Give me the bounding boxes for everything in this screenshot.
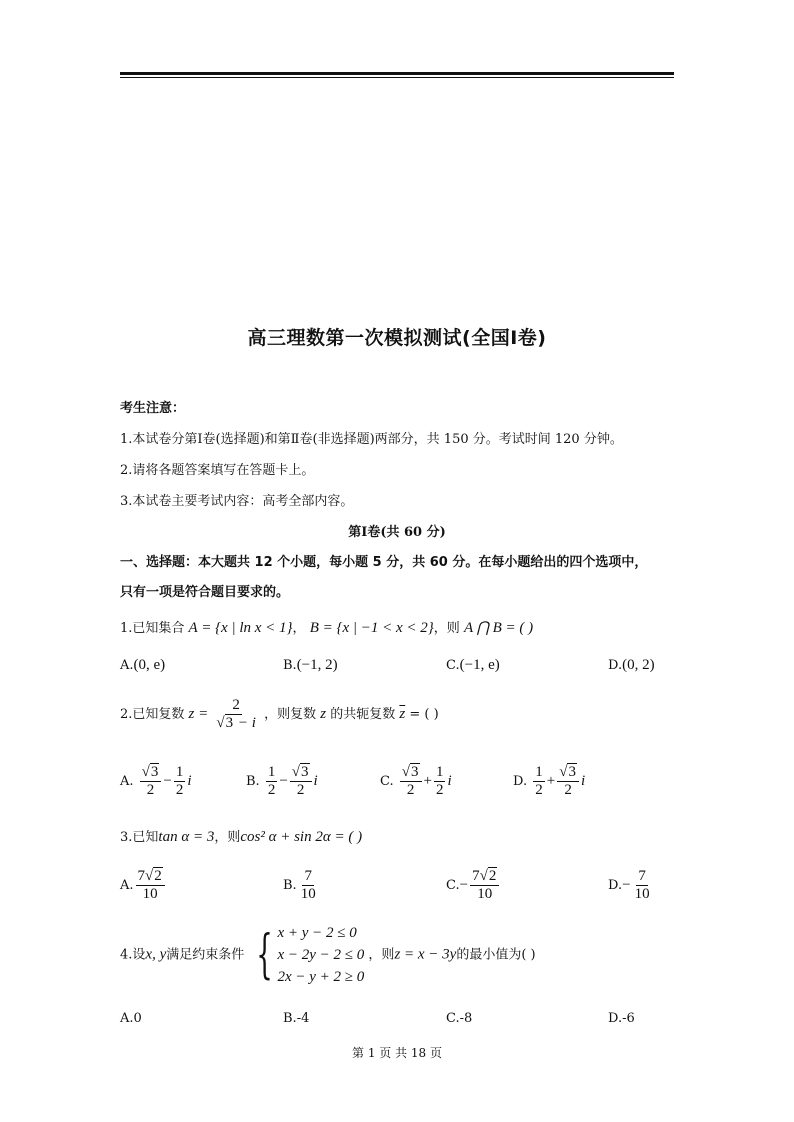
q4-option-a: A.0 (120, 1011, 142, 1026)
q2-den-rest: − i (237, 715, 256, 731)
q3-option-a: A. $\frac{7√2}{10}$ (120, 868, 167, 903)
q3-mid: ，则 (214, 830, 241, 845)
exam-title: 高三理数第一次模拟测试(全国Ⅰ卷) (247, 327, 547, 349)
q1-expr: A ⋂ B = ( ) (463, 620, 534, 636)
question-3-stem (120, 826, 362, 846)
notice-item-1: 1.本试卷分第Ⅰ卷(选择题)和第Ⅱ卷(非选择题)两部分，共 150 分。考试时间 120 分钟。 (120, 432, 623, 447)
section-title: 第Ⅰ卷(共 60 分) (348, 525, 446, 540)
notice-item-2: 2.请将各题答案填写在答题卡上。 (120, 463, 315, 478)
q4-mid: 满足约束条件 (166, 947, 245, 963)
q4-constraint-3: 2x − y + 2 ≥ 0 (277, 969, 365, 985)
q4-option-d: D.-6 (608, 1011, 635, 1026)
q1-prefix: 1.已知集合 (120, 621, 185, 636)
q3-prefix: 3.已知 (120, 830, 159, 845)
q3-expr: cos² α + sin 2α = ( ) (240, 829, 363, 845)
q2-blank: = ( ) (409, 707, 439, 722)
q4-prefix: 4.设 (120, 947, 146, 963)
q3-option-d: D.− $\frac{7}{10}$ (608, 868, 650, 902)
q2-den-rad: 3 (225, 715, 234, 731)
q1-option-b: B.(−1, 2) (283, 657, 338, 673)
q2-num: 2 (232, 697, 240, 713)
q4-option-c: C.-8 (446, 1011, 473, 1026)
question-1-stem: 1.已知集合 A = {x | ln x < 1}， B = {x | −1 < x < 2}，则 A ⋂ B = ( ) (120, 620, 534, 636)
question-2-stem (120, 697, 439, 732)
notice-item-3: 3.本试卷主要考试内容：高考全部内容。 (120, 494, 354, 509)
q4-then: ，则 (368, 947, 395, 963)
q1-option-c: C.(−1, e) (446, 657, 500, 673)
q1-set-b: B = {x | −1 < x < 2} (309, 620, 434, 636)
q3-option-c: C.− $\frac{7√2}{10}$ (446, 868, 501, 903)
q1-set-a: A = {x | ln x < 1} (188, 620, 293, 636)
q2-zbar: $\overline{z}$ (399, 706, 406, 722)
q1-option-a: A.(0, e) (120, 657, 166, 673)
q1-then: ，则 (433, 621, 460, 636)
q4-vars: x, y (145, 946, 167, 963)
q4-constraint-system: { x + y − 2 ≤ 0 x − 2y − 2 ≤ 0 2x − y + 2 ≥ 0 (248, 922, 364, 988)
q2-lhs: z = (188, 706, 209, 722)
part-one-line-1: 一、选择题：本大题共 12 个小题，每小题 5 分，共 60 分。在每小题给出的四个选项中， (120, 555, 648, 570)
q2-option-c: C. $\frac{√3}{2}$ + $\frac{1}{2}$ i (380, 764, 452, 798)
q4-constraint-1: x + y − 2 ≤ 0 (277, 925, 357, 941)
q3-cond: tan α = 3 (158, 829, 215, 845)
q2-prefix: 2.已知复数 (120, 707, 185, 722)
q4-tail: 的最小值为( ) (456, 947, 536, 963)
part-one-line-2: 只有一项是符合题目要求的。 (120, 585, 290, 600)
q2-fraction: $\frac{2}{√3 - i}$ (216, 697, 256, 731)
header-rule-thick (120, 72, 674, 75)
q4-constraint-2: x − 2y − 2 ≤ 0 (277, 947, 365, 963)
page-footer: 第 1 页 共 18 页 (352, 1046, 442, 1060)
question-4-stem (120, 922, 536, 988)
q4-option-b: B.-4 (283, 1011, 310, 1026)
q2-tail: 的共轭复数 (330, 707, 396, 722)
q2-option-d: D. $\frac{1}{2}$ + $\frac{√3}{2}$ i (513, 764, 586, 798)
q2-option-b: B. $\frac{1}{2}$ − $\frac{√3}{2}$ i (246, 764, 318, 798)
q2-option-a: A. $\frac{√3}{2}$ − $\frac{1}{2}$ i (120, 764, 192, 798)
q4-target: z = x − 3y (394, 946, 457, 963)
q2-z: z (320, 706, 327, 722)
q3-option-b: B. $\frac{7}{10}$ (283, 868, 316, 902)
header-rule-thin (120, 77, 674, 78)
q2-mid: ，则复数 (264, 707, 317, 722)
notice-heading: 考生注意： (120, 401, 186, 416)
q1-option-d: D.(0, 2) (608, 657, 655, 673)
